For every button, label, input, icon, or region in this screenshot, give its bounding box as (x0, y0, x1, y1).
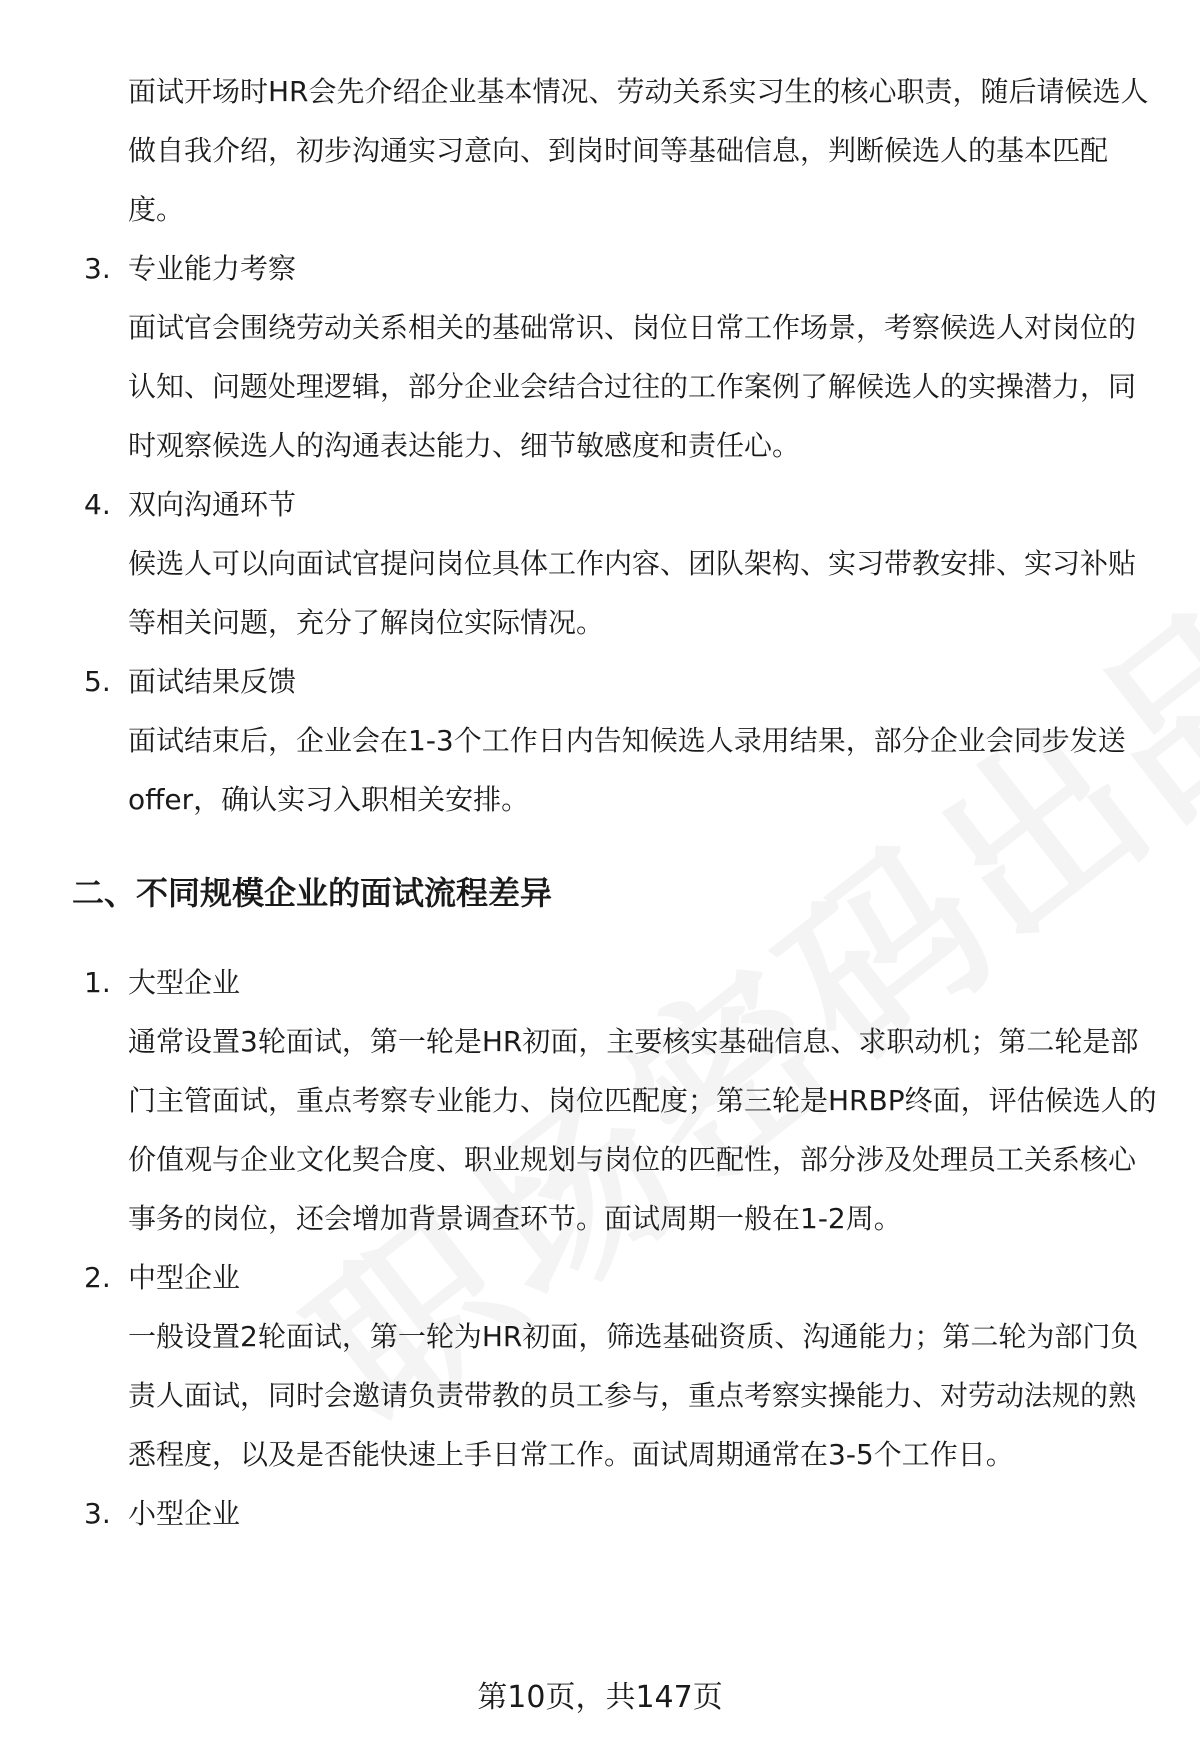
spacer (0, 923, 1200, 953)
list-item-step-4 (0, 475, 1200, 534)
list-item-body: 候选人可以向面试官提问岗位具体工作内容、团队架构、实习带教安排、实习补贴等相关问题，充分了解岗位实际情况。 (128, 547, 1137, 639)
list-item-title: 大型企业 (128, 966, 241, 999)
intro-paragraph: 面试开场时HR会先介绍企业基本情况、劳动关系实习生的核心职责，随后请候选人做自我介绍，初步沟通实习意向、到岗时间等基础信息，判断候选人的基本匹配度。 (128, 75, 1149, 226)
list-item-medium-company (0, 1248, 1200, 1307)
list-number: 3. (84, 1497, 111, 1530)
spacer (0, 829, 1200, 863)
list-number: 3. (84, 252, 111, 285)
list-number: 1. (84, 966, 111, 999)
list-number: 2. (84, 1261, 111, 1294)
section-heading: 二、不同规模企业的面试流程差异 (72, 874, 553, 912)
list-item-body: 面试官会围绕劳动关系相关的基础常识、岗位日常工作场景，考察候选人对岗位的认知、问题处理逻辑，部分企业会结合过往的工作案例了解候选人的实操潜力，同时观察候选人的沟通表达能力、细节敏感度和责任心。 (128, 311, 1137, 462)
list-item-title: 中型企业 (128, 1261, 241, 1294)
list-item-body: 面试结束后，企业会在1-3个工作日内告知候选人录用结果，部分企业会同步发送offer，确认实习入职相关安排。 (128, 724, 1126, 816)
list-item-title: 面试结果反馈 (128, 665, 297, 698)
list-item-body: 通常设置3轮面试，第一轮是HR初面，主要核实基础信息、求职动机；第二轮是部门主管面试，重点考察专业能力、岗位匹配度；第三轮是HRBP终面，评估候选人的价值观与企业文化契合度、职业规划与岗位的匹配性，部分涉及处理员工关系核心事务的岗位，还会增加背景调查环节。面试周期一般在1-2周。 (128, 1025, 1157, 1235)
list-number: 4. (84, 488, 111, 521)
page-content (0, 62, 1200, 1543)
list-item-title: 双向沟通环节 (128, 488, 297, 521)
list-item-small-company (0, 1484, 1200, 1543)
page-footer: 第10页，共147页 (477, 1680, 723, 1715)
list-item-large-company (0, 953, 1200, 1012)
list-number: 5. (84, 665, 111, 698)
list-item-body: 一般设置2轮面试，第一轮为HR初面，筛选基础资质、沟通能力；第二轮为部门负责人面试，同时会邀请负责带教的员工参与，重点考察实操能力、对劳动法规的熟悉程度，以及是否能快速上手日常工作。面试周期通常在3-5个工作日。 (128, 1320, 1139, 1471)
list-item-title: 专业能力考察 (128, 252, 297, 285)
list-item-step-3 (0, 239, 1200, 298)
list-item-step-5 (0, 652, 1200, 711)
list-item-title: 小型企业 (128, 1497, 241, 1530)
